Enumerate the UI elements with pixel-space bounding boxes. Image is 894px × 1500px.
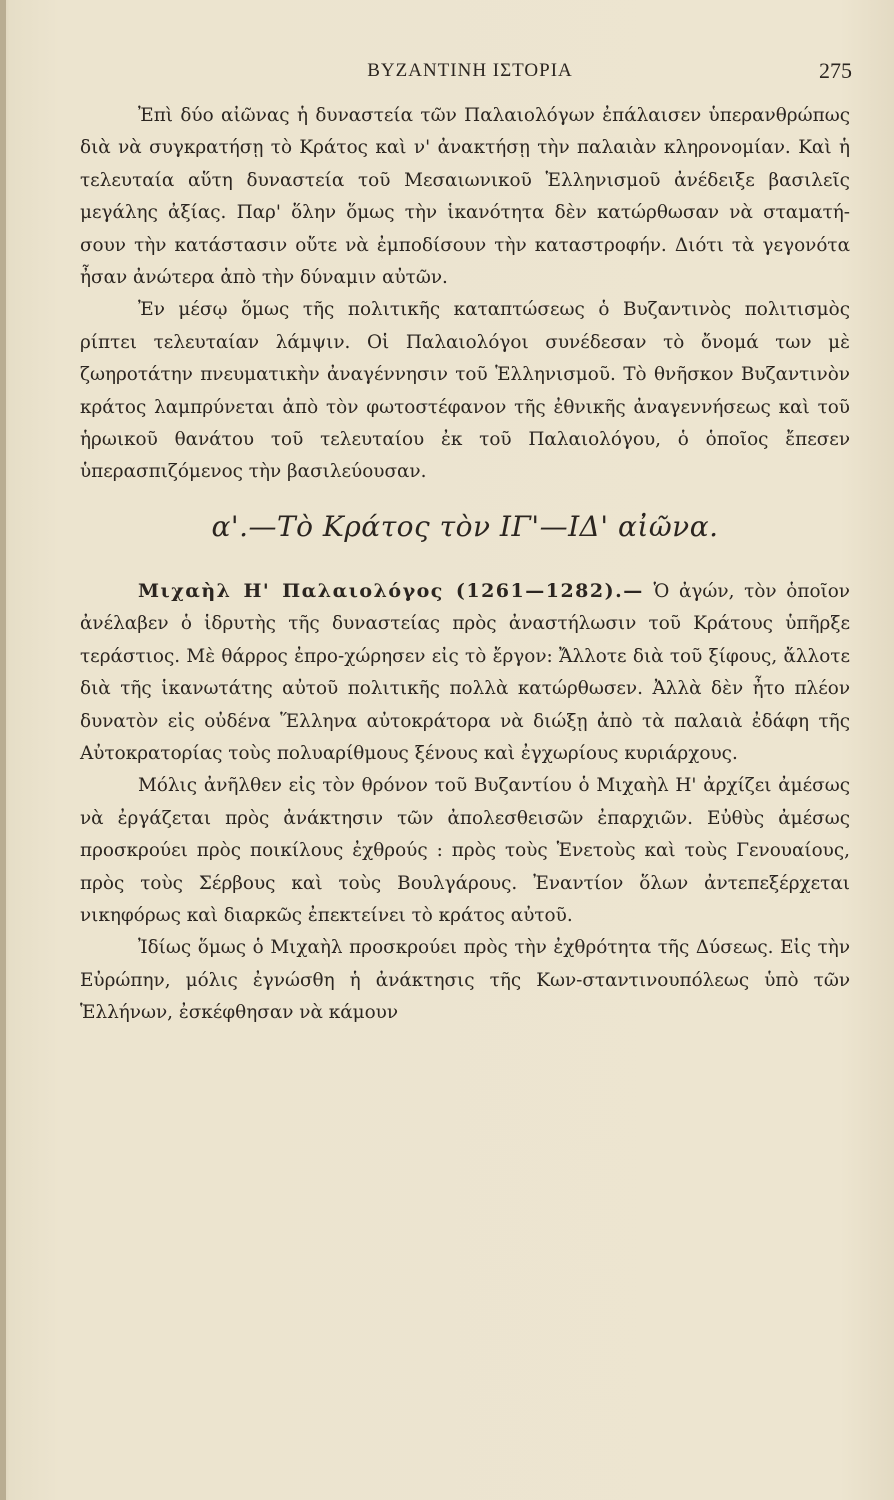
page-binding-edge [0,0,6,1500]
page-number: 275 [819,58,852,83]
section-title: α'.—Τὸ Κράτος τὸν ΙΓ'—ΙΔ' αἰῶνα. [211,509,719,543]
page-body [80,100,850,1030]
paragraph-5: Ἰδίως ὅμως ὁ Μιχαὴλ προσκρούει πρὸς τὴν ἐχθρότητα τῆς Δύσεως. Εἰς τὴν Εὐρώπην, μόλις ἐγνώσθη ἡ ἀνάκτησις τῆς Κων-σταντινουπόλεως ὑπὸ τῶν Ἑλλήνων, ἐσκέφθησαν νὰ κάμουν [80,937,850,1024]
page-header [88,58,852,88]
paragraph-3 [80,575,850,770]
paragraph-3-text: Ὁ ἀγών, τὸν ὁποῖον ἀνέλαβεν ὁ ἱδρυτὴς τῆς δυναστείας πρὸς ἀναστήλωσιν τοῦ Κράτους ὑπῆρξε τεράστιος. Μὲ θάρρος ἐπρο-χώρησεν εἰς τὸ ἔργον: Ἄλλοτε διὰ τοῦ ξίφους, ἄλλοτε διὰ τῆς ἱκανωτάτης αὐτοῦ πολιτικῆς πολλὰ κατώρθωσεν. Ἀλλὰ δὲν ἦτο πλέον δυνατὸν εἰς οὐδένα Ἕλληνα αὐτοκράτορα νὰ διώξῃ ἀπὸ τὰ παλαιὰ ἐδάφη τῆς Αὐτοκρατορίας τοὺς πολυαρίθμους ξένους καὶ ἐγχωρίους κυριάρχους. [80,580,850,764]
paragraph-2: Ἐν μέσῳ ὅμως τῆς πολιτικῆς καταπτώσεως ὁ Βυζαντινὸς πολιτισμὸς ρίπτει τελευταίαν λάμψιν. Οἱ Παλαιολόγοι συνέδεσαν τὸ ὄνομά των μὲ ζωηροτάτην πνευματικὴν ἀναγέννησιν τοῦ Ἑλληνισμοῦ. Τὸ θνῆσκον Βυζαντινὸν κράτος λαμπρύνεται ἀπὸ τὸν φωτοστέφανον τῆς ἐθνικῆς ἀναγεννήσεως καὶ τοῦ ἡρωικοῦ θανάτου τοῦ τελευταίου ἐκ τοῦ Παλαιολόγου, ὁ ὁποῖος ἔπεσεν ὑπερασπιζόμενος τὴν βασιλεύουσαν. [80,299,850,483]
running-head: ΒΥΖΑΝΤΙΝΗ ΙΣΤΟΡΙΑ [367,60,573,81]
paragraph-3-lead: Μιχαὴλ Η' Παλαιολόγος (1261—1282).— [138,579,644,602]
paragraph-1: Ἐπὶ δύο αἰῶνας ἡ δυναστεία τῶν Παλαιολόγων ἐπάλαισεν ὑπερανθρώπως διὰ νὰ συγκρατήσῃ τὸ Κράτος καὶ ν' ἀνακτήσῃ τὴν παλαιὰν κληρονομίαν. Καὶ ἡ τελευταία αὕτη δυναστεία τοῦ Μεσαιωνικοῦ Ἑλληνισμοῦ ἀνέδειξε βασιλεῖς μεγάλης ἀξίας. Παρ' ὅλην ὅμως τὴν ἱκανότητα δὲν κατώρθωσαν νὰ σταματή-σουν τὴν κατάστασιν οὔτε νὰ ἐμποδίσουν τὴν καταστροφήν. Διότι τὰ γεγονότα ἦσαν ἀνώτερα ἀπὸ τὴν δύναμιν αὐτῶν. [80,105,850,289]
paragraph-4: Μόλις ἀνῆλθεν εἰς τὸν θρόνον τοῦ Βυζαντίου ὁ Μιχαὴλ Η' ἀρχίζει ἀμέσως νὰ ἐργάζεται πρὸς ἀνάκτησιν τῶν ἀπολεσθεισῶν ἐπαρχιῶν. Εὐθὺς ἀμέσως προσκρούει πρὸς ποικίλους ἐχθρούς : πρὸς τοὺς Ἑνετοὺς καὶ τοὺς Γενουαίους, πρὸς τοὺς Σέρβους καὶ τοὺς Βουλγάρους. Ἐναντίον ὅλων ἀντεπεξέρχεται νικηφόρως καὶ διαρκῶς ἐπεκτείνει τὸ κράτος αὐτοῦ. [80,775,850,926]
